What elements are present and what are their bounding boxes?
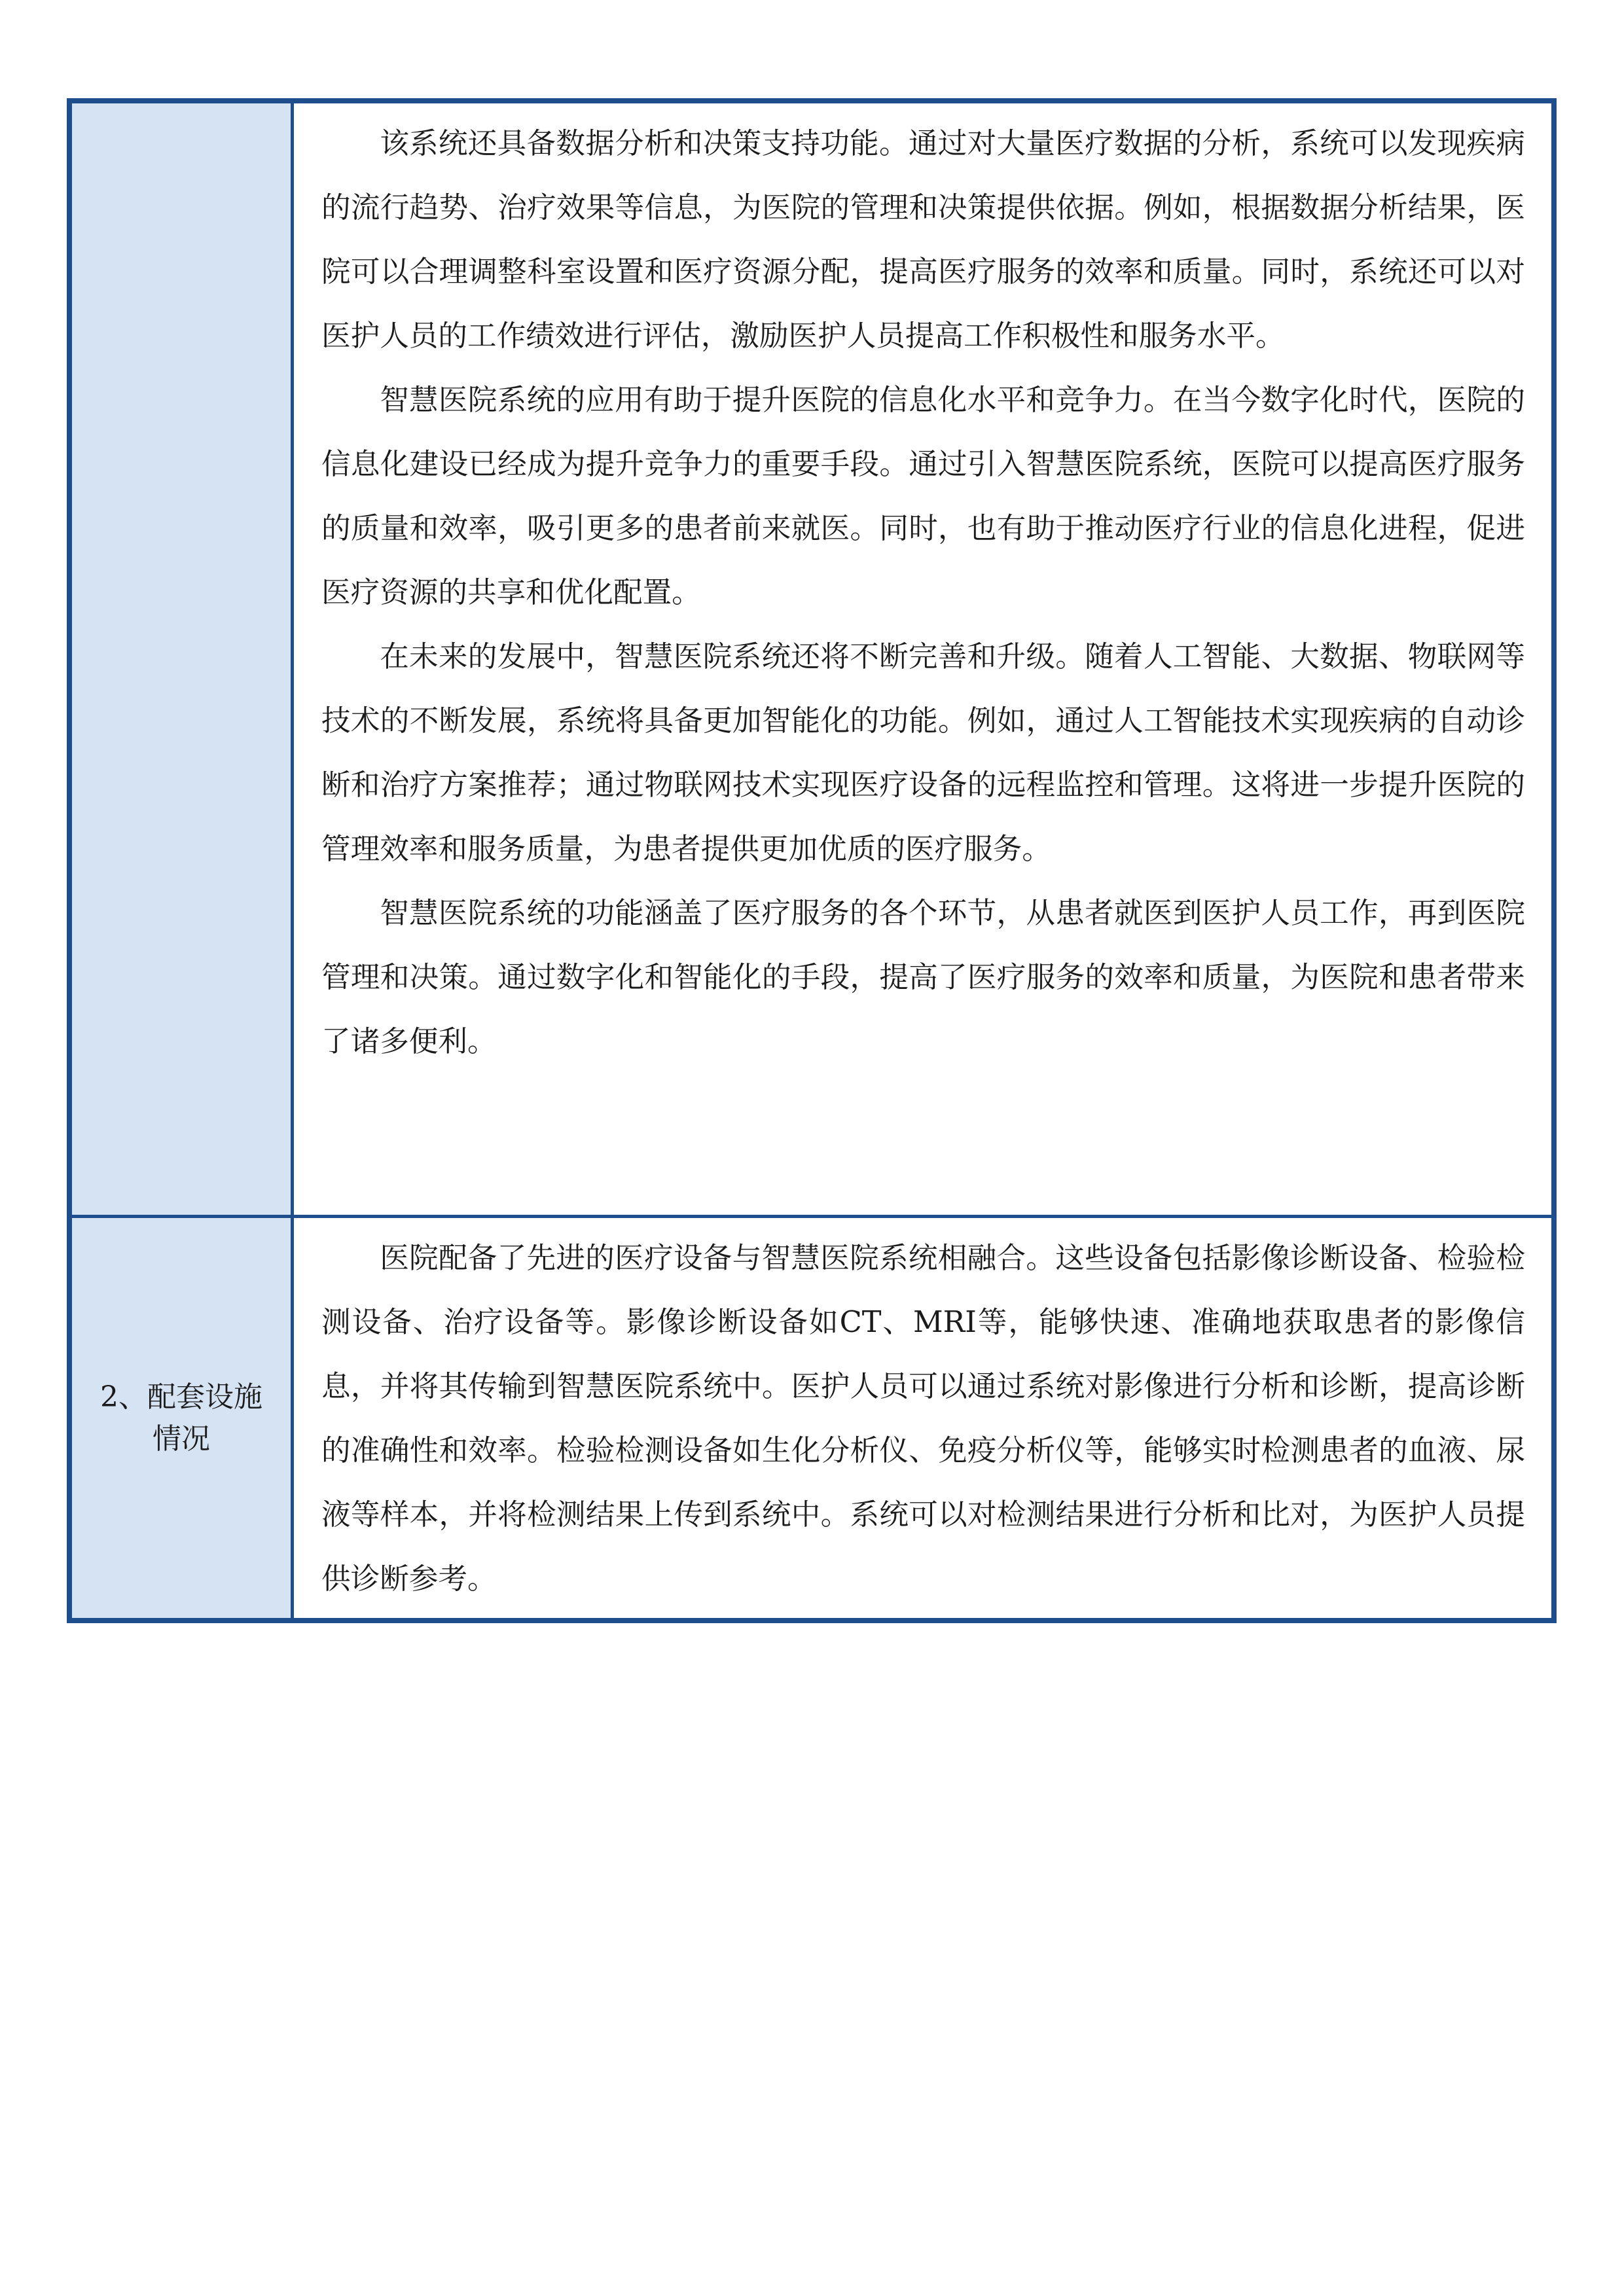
paragraph: 医院配备了先进的医疗设备与智慧医院系统相融合。这些设备包括影像诊断设备、检验检测设备、治疗设备等。影像诊断设备如CT、MRI等，能够快速、准确地获取患者的影像信息，并将其传输到智慧医院系统中。医护人员可以通过系统对影像进行分析和诊断，提高诊断的准确性和效率。检验检测设备如生化分析仪、免疫分析仪等，能够实时检测患者的血液、尿液等样本，并将检测结果上传到系统中。系统可以对检测结果进行分析和比对，为医护人员提供诊断参考。 [321,1241,1525,1596]
info-table [67,98,1557,1623]
row-label [72,103,294,1215]
paragraph: 智慧医院系统的应用有助于提升医院的信息化水平和竞争力。在当今数字化时代，医院的信息化建设已经成为提升竞争力的重要手段。通过引入智慧医院系统，医院可以提高医疗服务的质量和效率，吸引更多的患者前来就医。同时，也有助于推动医疗行业的信息化进程，促进医疗资源的共享和优化配置。 [321,383,1525,609]
row-label [72,1218,294,1618]
row-content [294,1218,1551,1618]
paragraph: 该系统还具备数据分析和决策支持功能。通过对大量医疗数据的分析，系统可以发现疾病的流行趋势、治疗效果等信息，为医院的管理和决策提供依据。例如，根据数据分析结果，医院可以合理调整科室设置和医疗资源分配，提高医疗服务的效率和质量。同时，系统还可以对医护人员的工作绩效进行评估，激励医护人员提高工作积极性和服务水平。 [321,126,1525,353]
table-row [72,1215,1551,1618]
paragraph: 智慧医院系统的功能涵盖了医疗服务的各个环节，从患者就医到医护人员工作，再到医院管理和决策。通过数字化和智能化的手段，提高了医疗服务的效率和质量，为医院和患者带来了诸多便利。 [321,896,1525,1058]
row-label-text: 2、配套设施情况 [100,1380,262,1456]
table-row [72,103,1551,1215]
row-content [294,103,1551,1215]
paragraph: 在未来的发展中，智慧医院系统还将不断完善和升级。随着人工智能、大数据、物联网等技术的不断发展，系统将具备更加智能化的功能。例如，通过人工智能技术实现疾病的自动诊断和治疗方案推荐；通过物联网技术实现医疗设备的远程监控和管理。这将进一步提升医院的管理效率和服务质量，为患者提供更加优质的医疗服务。 [321,639,1525,866]
